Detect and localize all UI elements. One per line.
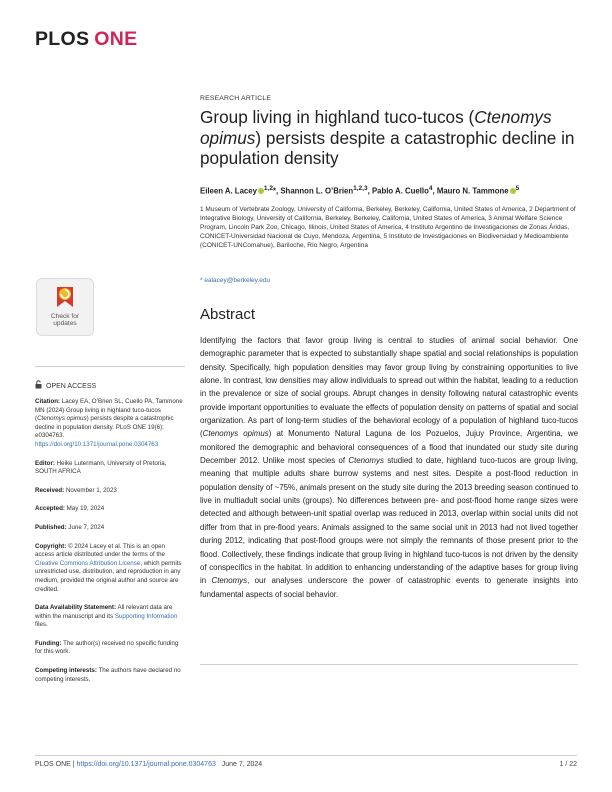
- footer-divider: [35, 755, 577, 756]
- check-updates-icon: [55, 285, 75, 311]
- abstract-heading: Abstract: [200, 306, 256, 323]
- accepted-block: Accepted: May 19, 2024: [35, 505, 105, 513]
- logo-plos: PLOS: [35, 28, 90, 50]
- badge-line2: updates: [53, 320, 77, 328]
- supporting-info-link[interactable]: Supporting Information: [114, 612, 178, 620]
- footer-journal: PLOS ONE: [35, 761, 71, 768]
- received-block: Received: November 1, 2023: [35, 486, 117, 494]
- author-list: Eileen A. Lacey $^{1,2}$*, Shannon L. O’Brien$^{1,2,3}$, Pablo A. Cuello$^4$, Mauro N. Tammone $^5$: [200, 185, 520, 196]
- page-number: 1 / 22: [559, 761, 577, 768]
- competing-interests-block: Competing interests: The authors have declared no competing interests.: [35, 667, 181, 683]
- author-name[interactable]: Shannon L. O’Brien: [280, 186, 354, 196]
- author-name[interactable]: Mauro N. Tammone: [436, 186, 509, 196]
- affiliations: 1 Museum of Vertebrate Zoology, University of California, Berkeley, Berkeley, California, United States of America, 2 Department of Integrative Biology, University of California, Berkeley, Berkeley, California, United States of America, 3 Animal Welfare Science Program, Lincoln Park Zoo, Chicago, Illinois, United States of America, 4 Instituto Argentino de Investigaciones de Zonas Áridas, CONICET-Universidad Nacional de Cuyo, Mendoza, Argentina, 5 Instituto de Investigaciones en Biodiversidad y Medioambiente (CONICET-UNComahue), Bariloche, Río Negro, Argentina: [200, 206, 576, 249]
- sidebar-divider: [35, 366, 185, 367]
- published-block: Published: June 7, 2024: [35, 523, 105, 531]
- copyright-block: Copyright: © 2024 Lacey et al. This is an open access article distributed under the terms of the Creative Commons Attribution License, which permits unrestricted use, distribution, and reproduction in any medium, provided the original author and source are credited.: [35, 542, 182, 593]
- check-for-updates-badge[interactable]: [36, 278, 94, 336]
- data-availability-block: Data Availability Statement: All relevant data are within the manuscript and its Supporting Information files.: [35, 604, 178, 629]
- author-name[interactable]: Pablo A. Cuello: [371, 186, 429, 196]
- page-footer: PLOS ONE | https://doi.org/10.1371/journal.pone.0304763 June 7, 2024 1 / 22: [35, 761, 577, 768]
- corresponding-email[interactable]: * ealacey@berkeley.edu: [200, 277, 271, 284]
- article-type: RESEARCH ARTICLE: [200, 95, 272, 102]
- citation-block: Citation: Lacey EA, O’Brien SL, Cuello PA, Tammone MN (2024) Group living in highland tuco-tucos (Ctenomys opimus) persists despite a catastrophic decline in population density. PLoS ONE 19(6): e0304763. https://doi.org/10.1371/journal.pone.0304763: [35, 398, 183, 448]
- open-access: [35, 380, 96, 390]
- citation-doi-link[interactable]: https://doi.org/10.1371/journal.pone.0304763: [35, 440, 159, 448]
- footer-doi-link[interactable]: https://doi.org/10.1371/journal.pone.0304763: [76, 761, 216, 768]
- open-lock-icon: [35, 380, 42, 389]
- footer-date: June 7, 2024: [221, 761, 263, 768]
- logo-one: ONE: [94, 28, 138, 50]
- open-access-label: OPEN ACCESS: [46, 383, 97, 390]
- license-link[interactable]: Creative Commons Attribution License: [35, 559, 141, 567]
- abstract-body: Identifying the factors that favor group living is central to studies of animal social behavior. One demographic parameter that is expected to substantially shape spatial and social relationships is population density. Specifically, high population densities may favor group living by constraining opportunities to live alone. In contrast, low densities may allow individuals to spread out within the habitat, leading to a reduction in the prevalence or size of social groups. Abrupt changes in density following natural catastrophic events provide important opportunities to evaluate the effects of population density on patterns of spatial and social organization. As part of long-term studies of the behavioral ecology of a population of highland tuco-tucos (Ctenomys opimus) at Monumento Natural Laguna de los Pozuelos, Jujuy Province, Argentina, we monitored the demographic and behavioral consequences of a flood that inundated our study site during December 2012. Unlike most species of Ctenomys studied to date, highland tuco-tucos are group living, meaning that multiple adults share burrow systems and nest sites. Despite a post-flood reduction in population density of ~75%, animals present on the study site during the 2013 breeding season continued to live in multiadult social units (groups). No differences between pre- and post-flood home range sizes were detected and although between-unit spatial overlap was reduced in 2013, overlap within social units did not differ from that in pre-flood years. Animals assigned to the same social unit in 2013 had not lived together during 2012, indicating that post-flood groups were not simply the remnants of those present prior to the flood. Collectively, these findings indicate that group living in highland tuco-tucos is not driven by the density of conspecifics in the habitat. In addition to enhancing understanding of the adaptive bases for group living in Ctenomys, our analyses underscore the power of catastrophic events to generate insights into fundamental aspects of social behavior.: [200, 336, 578, 599]
- abstract-divider: [200, 664, 578, 665]
- journal-logo: [35, 28, 137, 51]
- funding-block: Funding: The author(s) received no specific funding for this work.: [35, 639, 179, 656]
- article-title: Group living in highland tuco-tucos (Ctenomys opimus) persists despite a catastrophic decline in population density: [200, 107, 575, 169]
- badge-line1: Check for: [50, 313, 80, 320]
- article-metadata: [35, 398, 185, 694]
- editor-block: Editor: Heike Lutermann, University of Pretoria, SOUTH AFRICA: [35, 459, 167, 476]
- author-name[interactable]: Eileen A. Lacey: [200, 186, 257, 196]
